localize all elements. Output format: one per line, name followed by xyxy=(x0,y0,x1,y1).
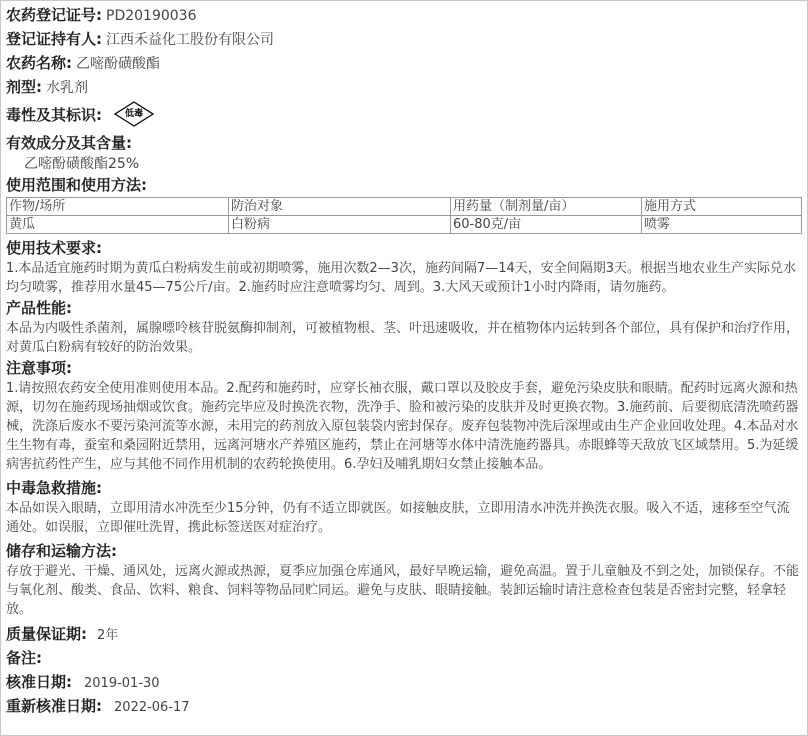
approval-date-label: 核准日期: xyxy=(6,673,72,691)
holder-value: 江西禾益化工股份有限公司 xyxy=(106,32,274,48)
tech-requirements-label: 使用技术要求: xyxy=(6,239,102,257)
toxicity-row xyxy=(6,99,802,129)
shelf-life-value: 2年 xyxy=(97,628,119,643)
formulation-row xyxy=(6,75,802,99)
product-name-value: 乙嘧酚磺酸酯 xyxy=(76,56,160,72)
formulation-label: 剂型: xyxy=(6,78,42,96)
toxicity-diamond-icon xyxy=(114,101,154,127)
usage-label: 使用范围和使用方法: xyxy=(6,176,147,194)
usage-header-dosage: 用药量（制剂量/亩） xyxy=(451,198,642,216)
usage-cell-dosage: 60-80克/亩 xyxy=(451,216,642,234)
re-approval-date-row xyxy=(6,694,802,718)
storage-text: 存放于避光、干燥、通风处，远离火源或热源，夏季应加强仓库通风，最好早晚运输，避免高温。置于儿童触及不到之处，加锁保存。不能与氧化剂、酸类、食品、饮料、粮食、饲料等物品同贮同运。避免与皮肤、眼睛接触。装卸运输时请注意检查包装是否密封完整，轻拿轻放。 xyxy=(6,564,800,617)
performance-text: 本品为内吸性杀菌剂，属腺嘌呤核苷脱氨酶抑制剂，可被植物根、茎、叶迅速吸收，并在植物体内运转到各个部位，具有保护和治疗作用，对黄瓜白粉病有较好的防治效果。 xyxy=(6,321,800,355)
precautions-label: 注意事项: xyxy=(6,359,72,377)
re-approval-date-value: 2022-06-17 xyxy=(114,700,190,715)
usage-header-method: 施用方式 xyxy=(642,198,802,216)
tech-requirements-heading xyxy=(6,237,802,259)
usage-cell-target: 白粉病 xyxy=(229,216,451,234)
product-name-row xyxy=(6,51,802,75)
first-aid-text: 本品如误入眼睛，立即用清水冲洗至少15分钟，仍有不适立即就医。如接触皮肤，立即用清水冲洗并换洗衣服。吸入不适，速移至空气流通处。如误服，立即催吐洗胃，携此标签送医对症治疗。 xyxy=(6,501,790,535)
holder-row xyxy=(6,27,802,51)
product-name-label: 农药名称: xyxy=(6,54,72,72)
shelf-life-label: 质量保证期: xyxy=(6,625,87,643)
active-ingredient-label: 有效成分及其含量: xyxy=(6,134,132,152)
tech-requirements-text: 1.本品适宜施药时期为黄瓜白粉病发生前或初期喷雾，施用次数2—3次，施药间隔7—14天，安全间隔期3天。根据当地农业生产实际兑水均匀喷雾，推荐用水量45—75公斤/亩。2.施药时应注意喷雾均匀、周到。3.大风天或预计1小时内降雨，请勿施药。 xyxy=(6,261,797,295)
remarks-label: 备注: xyxy=(6,649,42,667)
performance-label: 产品性能: xyxy=(6,299,72,317)
usage-cell-crop: 黄瓜 xyxy=(7,216,229,234)
first-aid-heading xyxy=(6,477,802,499)
registration-no-label: 农药登记证号: xyxy=(6,6,102,24)
usage-cell-method: 喷雾 xyxy=(642,216,802,234)
toxicity-badge-text: 低毒 xyxy=(124,109,143,119)
usage-table-header-row xyxy=(7,198,802,216)
first-aid-label: 中毒急救措施: xyxy=(6,479,102,497)
remarks-row xyxy=(6,646,802,670)
precautions-text: 1.请按照农药安全使用准则使用本品。2.配药和施药时，应穿长袖衣服，戴口罩以及胶皮手套，避免污染皮肤和眼睛。配药时远离火源和热源，切勿在施药现场抽烟或饮食。施药完毕应及时换洗衣物，洗净手、脸和被污染的皮肤并及时更换衣物。3.施药前、后要彻底清洗喷药器械，洗涤后废水不要污染河流等水源，未用完的药剂放入原包装袋内密封保存。废弃包装物冲洗后深埋或由生产企业回收处理。4.本品对水生生物有毒，蚕室和桑园附近禁用，远离河塘水产养殖区施药，禁止在河塘等水体中清洗施药器具。赤眼蜂等天敌放飞区域禁用。5.为延缓病害抗药性产生，应与其他不同作用机制的农药轮换使用。6.孕妇及哺乳期妇女禁止接触本品。 xyxy=(6,381,799,472)
re-approval-date-label: 重新核准日期: xyxy=(6,697,102,715)
performance-heading xyxy=(6,297,802,319)
active-ingredient-value: 乙嘧酚磺酸酯25% xyxy=(24,156,140,172)
usage-header-crop: 作物/场所 xyxy=(7,198,229,216)
registration-no-value: PD20190036 xyxy=(106,8,197,24)
storage-label: 储存和运输方法: xyxy=(6,542,117,560)
usage-heading xyxy=(6,174,802,196)
approval-date-row xyxy=(6,670,802,694)
formulation-value: 水乳剂 xyxy=(46,80,88,96)
holder-label: 登记证持有人: xyxy=(6,30,102,48)
usage-header-target: 防治对象 xyxy=(229,198,451,216)
active-ingredient-heading xyxy=(6,132,802,154)
table-row xyxy=(7,216,802,234)
toxicity-label: 毒性及其标识: xyxy=(6,105,102,124)
approval-date-value: 2019-01-30 xyxy=(84,676,160,691)
shelf-life-row xyxy=(6,622,802,646)
usage-table xyxy=(6,197,802,234)
registration-no-row xyxy=(6,3,802,27)
storage-heading xyxy=(6,540,802,562)
precautions-heading xyxy=(6,357,802,379)
